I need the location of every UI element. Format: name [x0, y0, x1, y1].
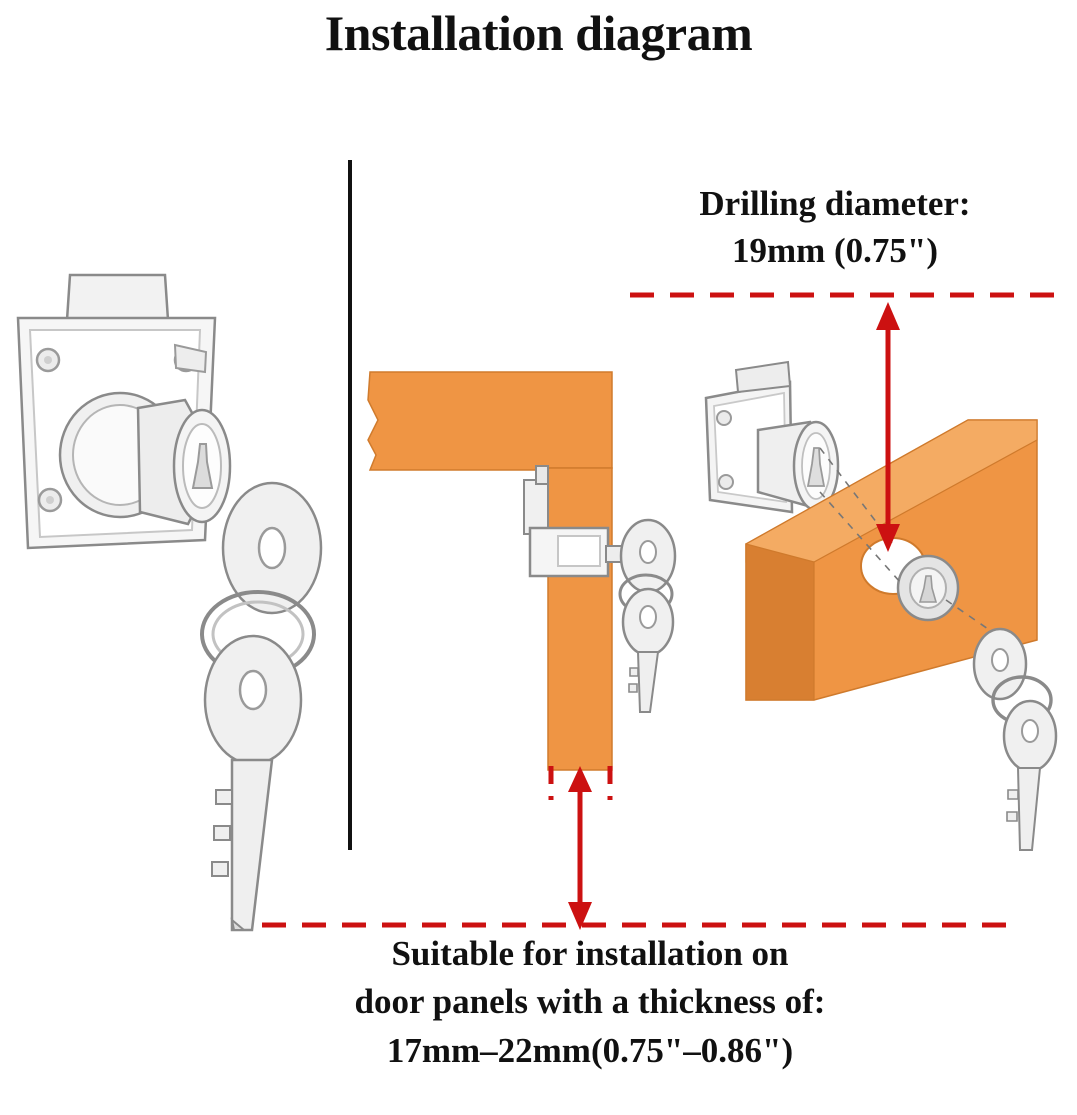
page-title: Installation diagram: [324, 5, 753, 61]
panel-thickness-line1: Suitable for installation on: [391, 934, 789, 973]
panel-thickness-line3: 17mm–22mm(0.75"–0.86"): [386, 1030, 794, 1070]
drilling-diameter-line2: 19mm (0.75"): [731, 231, 939, 271]
panel-thickness-line2: door panels with a thickness of:: [354, 982, 826, 1022]
panel-thickness-callout: [240, 930, 940, 1075]
drilling-diameter-callout: [600, 180, 1070, 275]
drilling-diameter-line1: Drilling diameter:: [699, 184, 971, 223]
right-exploded-view: [630, 295, 1063, 850]
left-lock-assembly: [18, 275, 321, 930]
